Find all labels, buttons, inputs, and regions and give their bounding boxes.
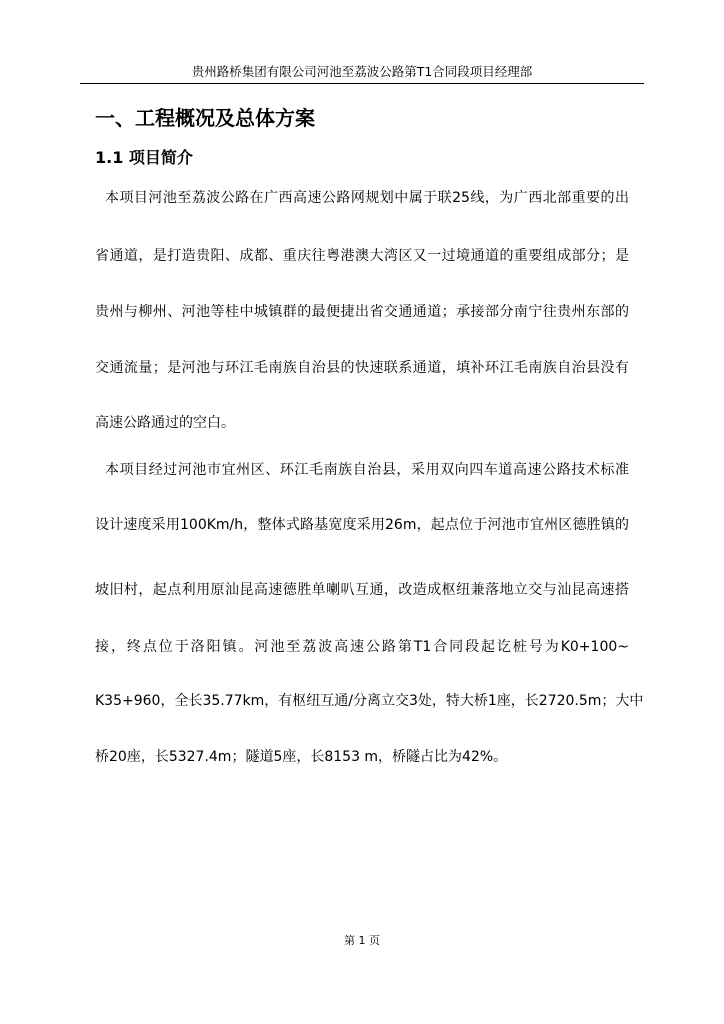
paragraph-line: 坡旧村，起点利用原汕昆高速德胜单喇叭互通，改造成枢纽兼落地立交与汕昆高速搭 bbox=[95, 582, 629, 598]
section-heading: 一、工程概况及总体方案 bbox=[95, 106, 315, 130]
page-header: 贵州路桥集团有限公司河池至荔波公路第T1合同段项目经理部 bbox=[80, 60, 644, 84]
paragraph-line: K35+960，全长35.77km，有枢纽互通/分离立交3处，特大桥1座，长2720.5m；大中 bbox=[95, 693, 644, 709]
paragraph-line: 接，终点位于洛阳镇。河池至荔波高速公路第T1合同段起讫桩号为K0+100~ bbox=[95, 639, 629, 655]
paragraph-line: 交通流量；是河池与环江毛南族自治县的快速联系通道，填补环江毛南族自治县没有 bbox=[95, 360, 629, 376]
subsection-heading: 1.1 项目简介 bbox=[95, 148, 193, 167]
paragraph-line: 本项目经过河池市宜州区、环江毛南族自治县，采用双向四车道高速公路技术标准 bbox=[105, 462, 629, 478]
paragraph-line: 贵州与柳州、河池等桂中城镇群的最便捷出省交通通道；承接部分南宁往贵州东部的 bbox=[95, 304, 629, 320]
paragraph-line: 桥20座，长5327.4m；隧道5座，长8153 m，桥隧占比为42%。 bbox=[95, 749, 508, 765]
paragraph-line: 高速公路通过的空白。 bbox=[95, 415, 235, 431]
paragraph-line: 省通道，是打造贵阳、成都、重庆往粤港澳大湾区又一过境通道的重要组成部分；是 bbox=[95, 248, 629, 264]
page-number: 第 1 页 bbox=[344, 934, 380, 947]
paragraph-line: 设计速度采用100Km/h，整体式路基宽度采用26m，起点位于河池市宜州区德胜镇的 bbox=[95, 517, 629, 533]
paragraph-line: 本项目河池至荔波公路在广西高速公路网规划中属于联25线，为广西北部重要的出 bbox=[105, 190, 629, 206]
